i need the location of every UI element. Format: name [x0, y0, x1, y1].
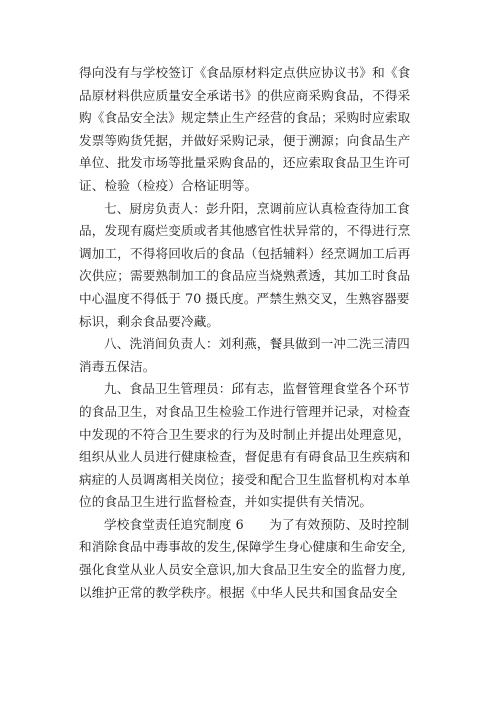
text-line: 次供应；需要熟制加工的食品应当烧熟煮透，其加工时食品	[79, 268, 411, 284]
text-line: 消毒五保洁。	[79, 358, 156, 374]
text-line: 组织从业人员进行健康检查，督促患有有碍食品卫生疾病和	[79, 449, 411, 465]
text-line: 得向没有与学校签订《食品原材料定点供应协议书》和《食	[79, 65, 411, 80]
text-line: 调加工，不得将回收后的食品（包括辅料）经烹调加工后再	[79, 245, 411, 261]
paragraph-start-line: 九、食品卫生管理员：邱有志，监督管理食堂各个环节	[104, 381, 410, 397]
document-body	[79, 62, 429, 604]
text-line: 强化食堂从业人员安全意识,加大食品卫生安全的监督力度,	[79, 562, 406, 578]
text-line: 购《食品安全法》规定禁止生产经营的食品；采购时应索取	[79, 110, 411, 126]
paragraph-start-line: 七、厨房负责人：彭升阳，烹调前应认真检查待加工食	[104, 200, 410, 216]
text-line: 以维护正常的教学秩序。根据《中华人民共和国食品安全	[79, 584, 398, 600]
text-line: 品原材料供应质量安全承诺书》的供应商采购食品，不得采	[79, 87, 411, 103]
text-line: 发票等购货凭据，并做好采购记录，便于溯源；向食品生产	[79, 132, 411, 148]
text-line: 品，发现有腐烂变质或者其他感官性状异常的，不得进行烹	[79, 223, 411, 239]
text-line: 单位、批发市场等批量采购食品的，还应索取食品卫生许可	[79, 155, 411, 171]
text-line: 证、检验（检疫）合格证明等。	[79, 177, 258, 193]
text-line: 标识，剩余食品要冷藏。	[79, 313, 220, 329]
text-line: 病症的人员调离相关岗位；接受和配合卫生监督机构对本单	[79, 471, 411, 487]
text-line: 中心温度不得低于 70 摄氏度。严禁生熟交叉，生熟容器要	[79, 290, 410, 306]
text-line: 的食品卫生，对食品卫生检验工作进行管理并记录，对检查	[79, 403, 411, 419]
paragraph-start-line: 学校食堂责任追究制度 6 为了有效预防、及时控制	[104, 516, 410, 532]
text-line: 中发现的不符合卫生要求的行为及时制止并提出处理意见，	[79, 426, 411, 442]
text-line: 和消除食品中毒事故的发生,保障学生身心健康和生命安全,	[79, 539, 406, 555]
text-line: 位的食品卫生进行监督检查，并如实提供有关情况。	[79, 494, 373, 510]
paragraph-start-line: 八、洗消间负责人：刘利燕，餐具做到一冲二洗三清四	[104, 336, 410, 352]
